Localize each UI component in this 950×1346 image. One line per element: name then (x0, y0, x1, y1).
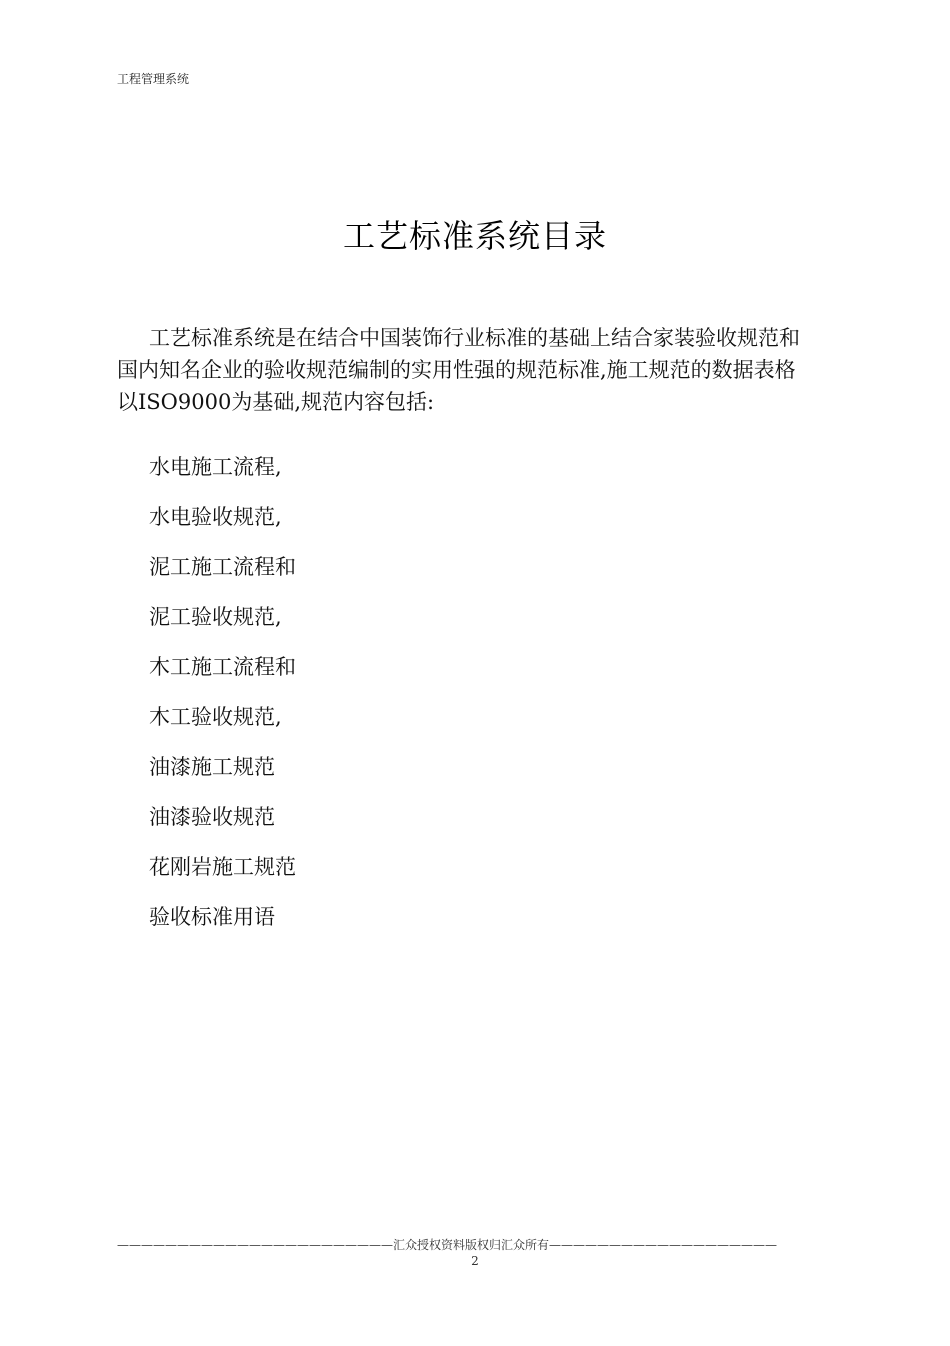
list-item: 泥工施工流程和 (149, 555, 296, 579)
intro-paragraph: 工艺标准系统是在结合中国装饰行业标准的基础上结合家装验收规范和国内知名企业的验收规范编制的实用性强的规范标准,施工规范的数据表格以ISO9000为基础,规范内容包括: (117, 326, 800, 414)
page-title: 工艺标准系统目录 (342, 217, 607, 255)
page-number: 2 (471, 1254, 479, 1268)
running-header: 工程管理系统 (117, 72, 190, 86)
list-item: 验收标准用语 (149, 905, 275, 929)
list-item: 木工验收规范, (149, 705, 282, 729)
list-item: 油漆施工规范 (149, 755, 275, 779)
list-item: 水电验收规范, (149, 505, 282, 529)
footer-copyright: ———————————————————————汇众授权资料版权归汇众所有——————————————————— (117, 1238, 778, 1252)
contents-list (149, 452, 296, 952)
list-item: 木工施工流程和 (149, 655, 296, 679)
list-item: 花刚岩施工规范 (149, 855, 296, 879)
list-item: 泥工验收规范, (149, 605, 282, 629)
list-item: 油漆验收规范 (149, 805, 275, 829)
list-item: 水电施工流程, (149, 455, 282, 479)
